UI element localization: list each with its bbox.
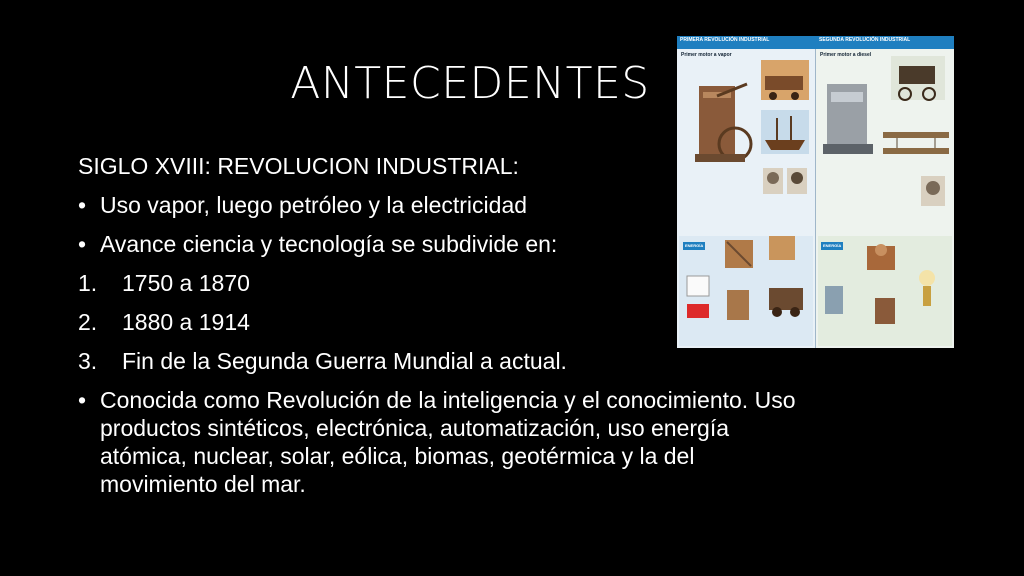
list-item: [78, 347, 958, 375]
steam-engine-illustration: [695, 84, 751, 162]
airplane-illustration: [883, 132, 949, 154]
infographic-left-subtitle: Primer motor a vapor: [681, 52, 732, 58]
list-item: [78, 308, 958, 336]
list-item-text: 1880 a 1914: [122, 309, 250, 335]
final-bullet: [78, 386, 958, 498]
diesel-engine-illustration: [823, 84, 873, 154]
list-item: [78, 191, 958, 219]
final-bullet-line: movimiento del mar.: [100, 471, 306, 497]
steamboat-illustration: [761, 110, 809, 154]
list-item-text: Fin de la Segunda Guerra Mundial a actual.: [122, 348, 567, 374]
final-bullet-line: atómica, nuclear, solar, eólica, biomas, geotérmica y la del: [100, 443, 695, 469]
number-marker: 1.: [78, 270, 98, 296]
slide-heading: SIGLO XVIII: REVOLUCION INDUSTRIAL:: [78, 153, 519, 179]
locomotive-illustration: [761, 60, 809, 100]
energy-tag-left-label: ENERGÍA: [685, 243, 704, 248]
final-bullet-line: productos sintéticos, electrónica, automatización, uso energía: [100, 415, 730, 441]
list-item: [78, 230, 958, 258]
bullet-marker: •: [78, 192, 87, 218]
list-item-text: 1750 a 1870: [122, 270, 250, 296]
list-item: [78, 269, 958, 297]
bullet-marker: •: [78, 231, 87, 257]
infographic-header-left: PRIMERA REVOLUCIÓN INDUSTRIAL: [680, 37, 770, 43]
infographic-right-subtitle: Primer motor a diesel: [820, 52, 872, 58]
energy-tag-right-label: ENERGÍA: [823, 243, 842, 248]
list-item-text: Avance ciencia y tecnología se subdivide en:: [100, 231, 558, 257]
number-marker: 2.: [78, 309, 98, 335]
number-marker: 3.: [78, 348, 98, 374]
bullet-marker: •: [78, 387, 87, 413]
automobile-illustration: [891, 56, 945, 100]
slide-title: ANTECEDENTES: [290, 58, 650, 109]
slide-body: [78, 152, 958, 498]
infographic-header-right: SEGUNDA REVOLUCIÓN INDUSTRIAL: [819, 37, 911, 43]
final-bullet-line: Conocida como Revolución de la inteligencia y el conocimiento. Uso: [100, 387, 796, 413]
list-item-text: Uso vapor, luego petróleo y la electricidad: [100, 192, 528, 218]
